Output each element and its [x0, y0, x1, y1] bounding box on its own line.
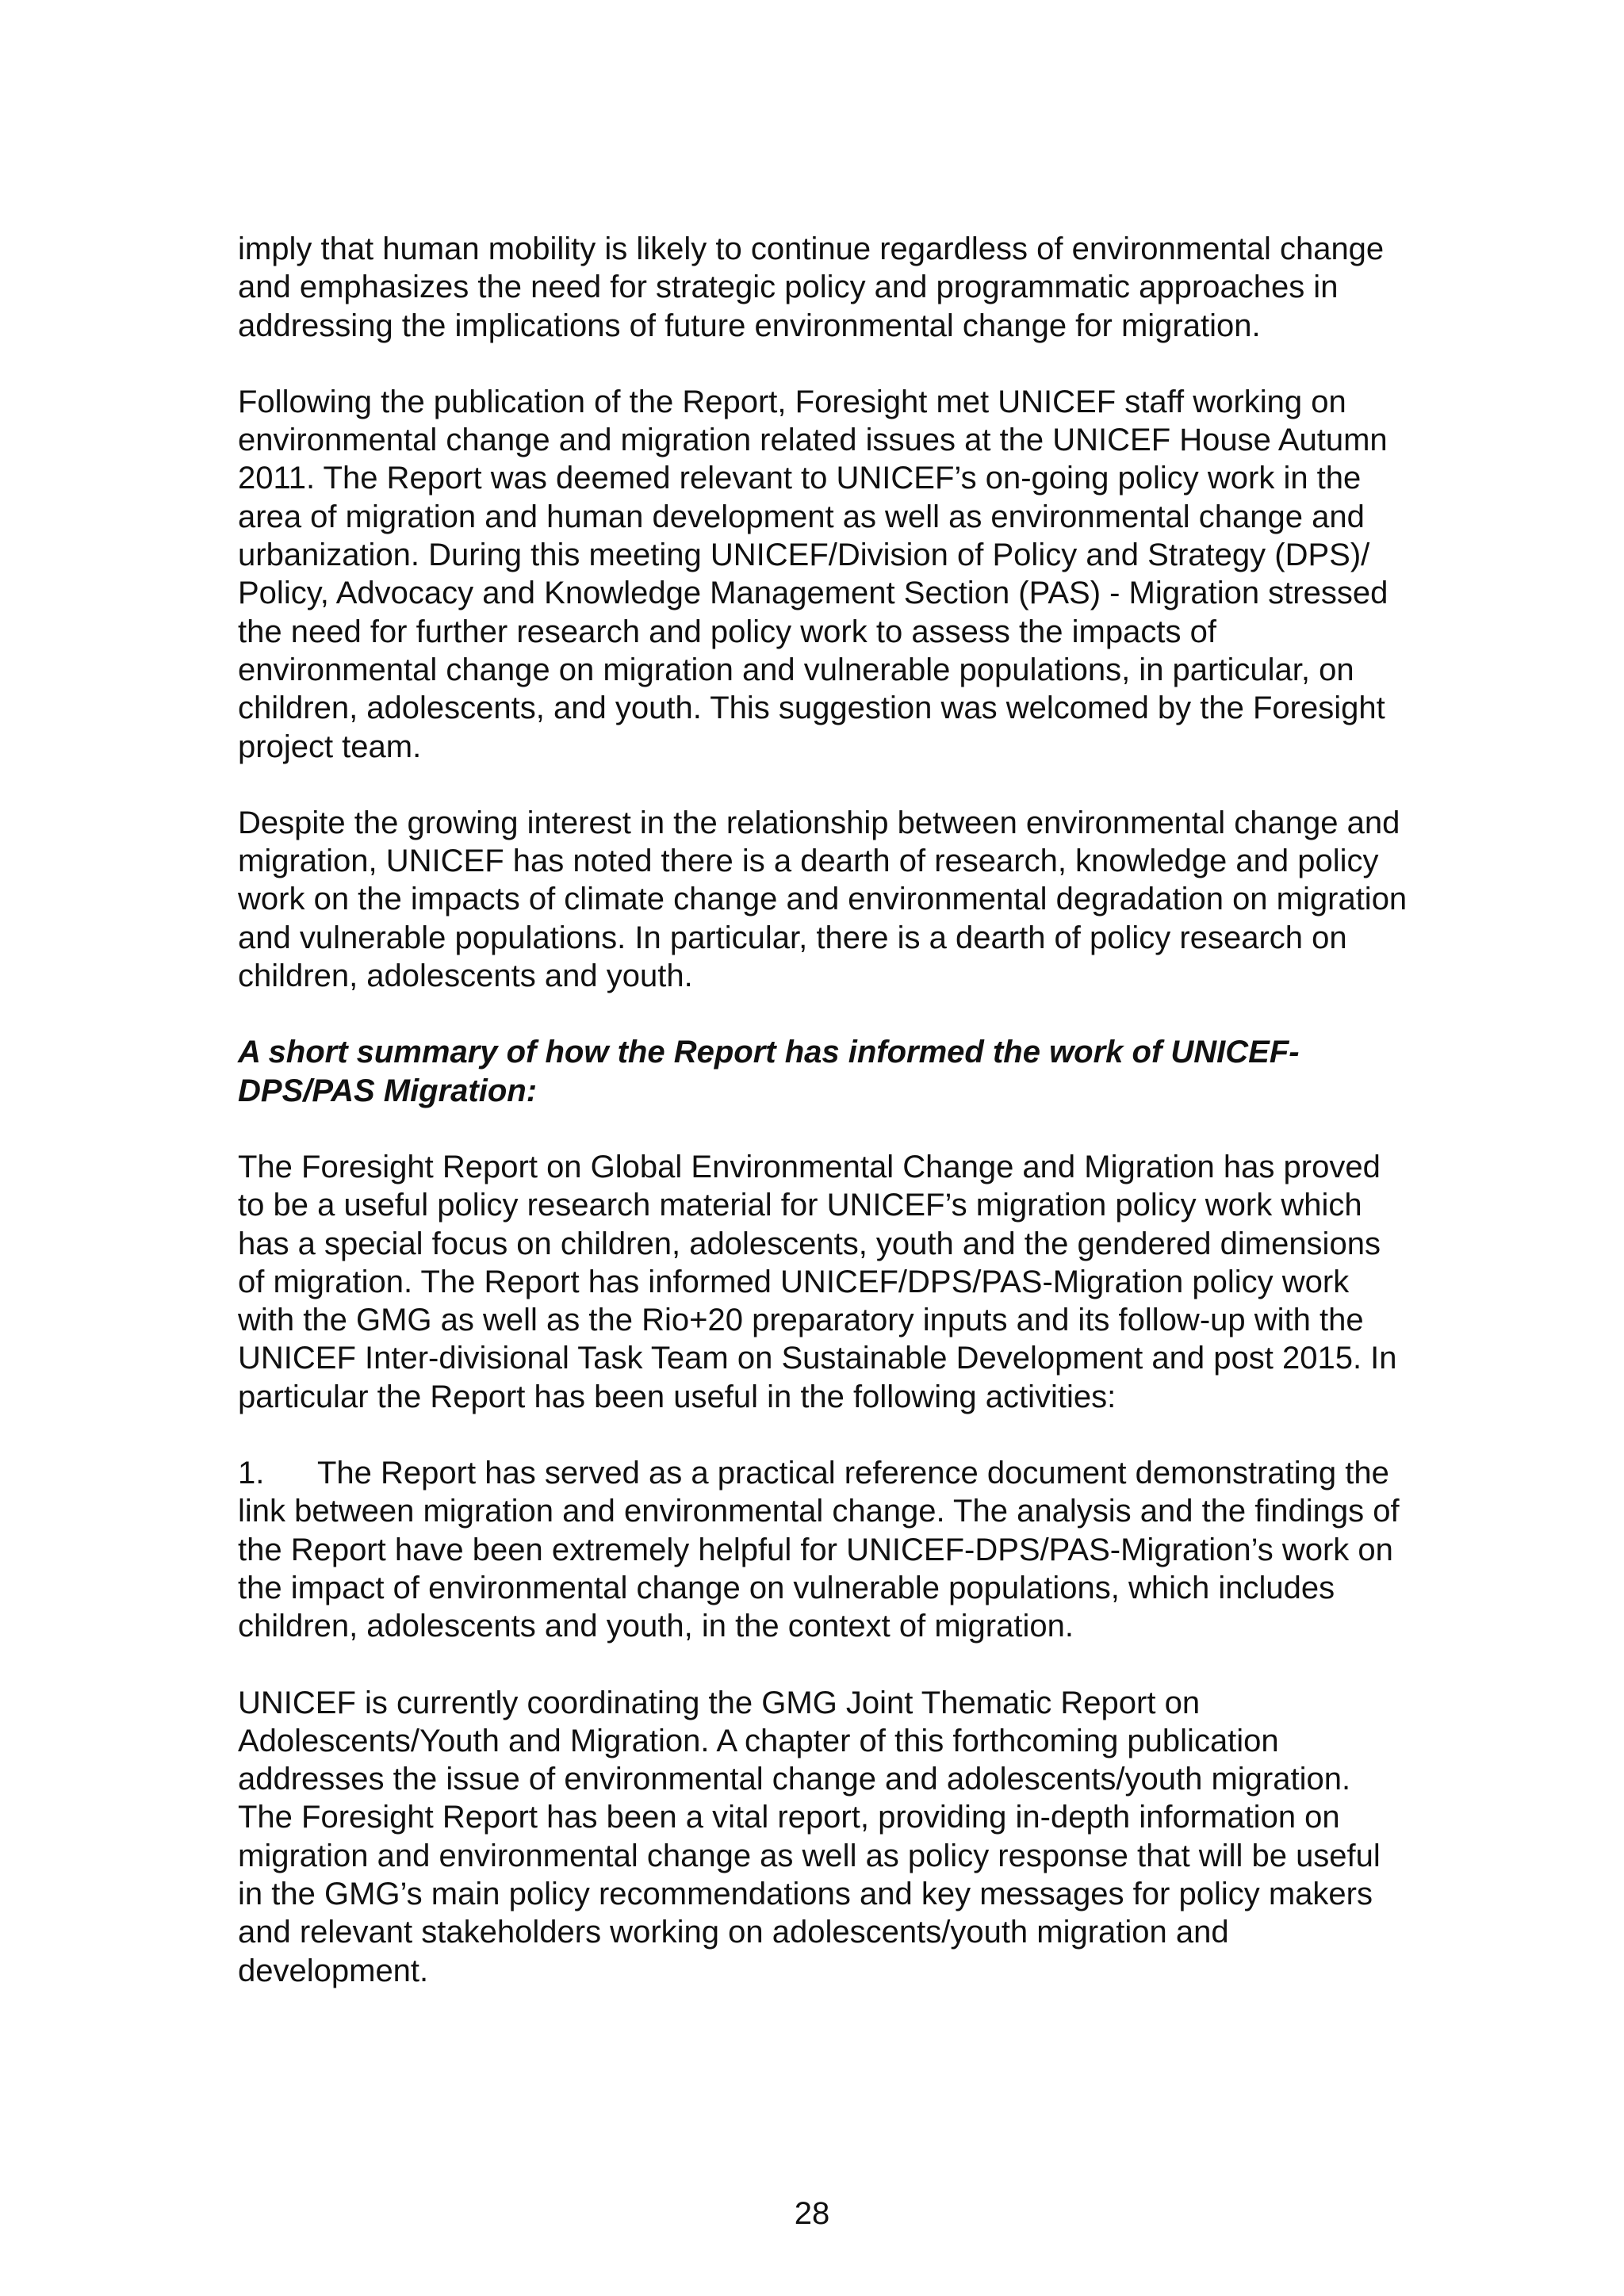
paragraph-gmg-report: UNICEF is currently coordinating the GMG Joint Thematic Report on Adolescents/Youth and Migration. A chapter of this forthcoming publication addresses the issue of environmental change and adolescents/youth migration. The Foresight Report has been a vital report, providing in-depth information on migration and environmental change as well as policy response that will be useful in the GMG’s main policy recommendations and key messages for policy makers and relevant stakeholders working on adolescents/youth migration and development.: [238, 1685, 1381, 1988]
list-item-number: 1.: [238, 1456, 265, 1491]
paragraph-research-dearth: Despite the growing interest in the relationship between environmental change and migration, UNICEF has noted there is a dearth of research, knowledge and policy work on the impacts of climate change and environmental degradation on migration and vulnerable populations. In particular, there is a dearth of policy research on children, adolescents and youth.: [238, 805, 1408, 994]
paragraph-mobility-continuation: imply that human mobility is likely to continue regardless of environmental change and emphasizes the need for strategic policy and programmatic approaches in addressing the implications of future environmental change for migration.: [238, 232, 1385, 343]
section-heading: A short summary of how the Report has informed the work of UNICEF-DPS/PAS Migration:: [238, 1035, 1300, 1108]
page-number: 28: [794, 2196, 830, 2231]
paragraph-report-usefulness: The Foresight Report on Global Environmental Change and Migration has proved to be a useful policy research material for UNICEF’s migration policy work which has a special focus on children, adolescents, youth and the gendered dimensions of migration. The Report has informed UNICEF/DPS/PAS-Migration policy work with the GMG as well as the Rio+20 preparatory inputs and its follow-up with the UNICEF Inter-divisional Task Team on Sustainable Development and post 2015. In particular the Report has been useful in the following activities:: [238, 1149, 1397, 1414]
list-item-text: The Report has served as a practical reference document demonstrating the link between migration and environmental change. The analysis and the findings of the Report have been extremely helpful for UNICEF-DPS/PAS-Migration’s work on the impact of environmental change on vulnerable populations, which includes children, adolescents and youth, in the context of migration.: [238, 1456, 1400, 1644]
list-item-1: [238, 1454, 1411, 1645]
paragraph-foresight-meeting: Following the publication of the Report, Foresight met UNICEF staff working on environmental change and migration related issues at the UNICEF House Autumn 2011. The Report was deemed relevant to UNICEF’s on-going policy work in the area of migration and human development as well as environmental change and urbanization. During this meeting UNICEF/Division of Policy and Strategy (DPS)/ Policy, Advocacy and Knowledge Management Section (PAS) - Migration stressed the need for further research and policy work to assess the impacts of environmental change on migration and vulnerable populations, in particular, on children, adolescents, and youth. This suggestion was welcomed by the Foresight project team.: [238, 384, 1388, 764]
document-page: [238, 230, 1411, 2028]
